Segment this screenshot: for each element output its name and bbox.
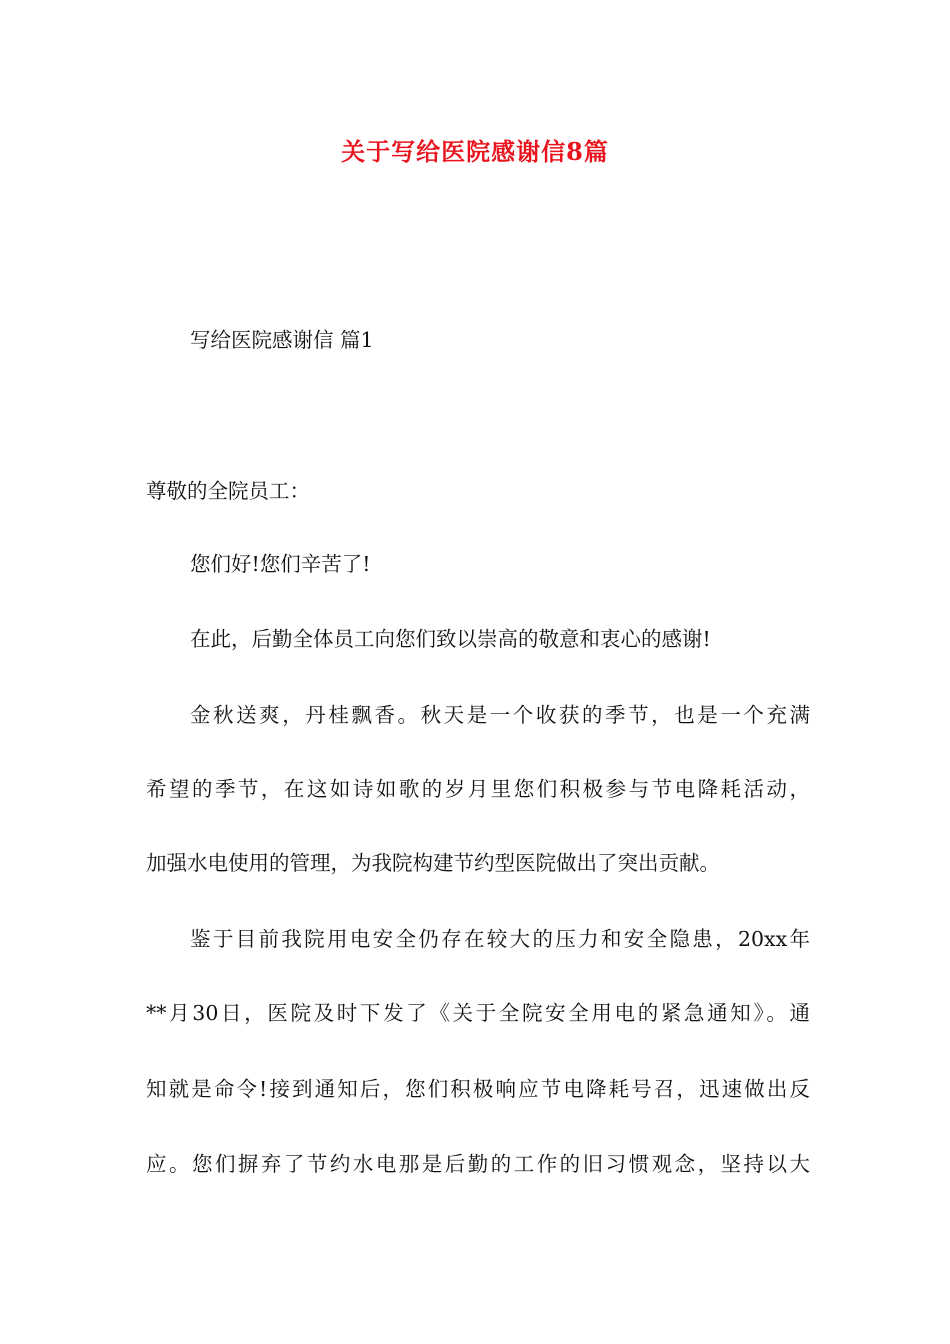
body-line-7: **月30日，医院及时下发了《关于全院安全用电的紧急通知》。通	[146, 1001, 810, 1025]
body-line-1: 您们好!您们辛苦了!	[190, 552, 371, 576]
document-title: 关于写给医院感谢信8篇	[341, 137, 609, 166]
body-line-4: 希望的季节，在这如诗如歌的岁月里您们积极参与节电降耗活动，	[146, 777, 810, 801]
body-line-8: 知就是命令!接到通知后，您们积极响应节电降耗号召，迅速做出反	[146, 1077, 810, 1101]
body-line-3: 金秋送爽，丹桂飘香。秋天是一个收获的季节，也是一个充满	[190, 703, 810, 727]
body-line-6: 鉴于目前我院用电安全仍存在较大的压力和安全隐患，20xx年	[190, 927, 810, 951]
body-line-2: 在此，后勤全体员工向您们致以崇高的敬意和衷心的感谢!	[190, 627, 711, 651]
body-line-5: 加强水电使用的管理，为我院构建节约型医院做出了突出贡献。	[146, 851, 720, 875]
section-heading: 写给医院感谢信 篇1	[190, 328, 374, 352]
body-line-9: 应。您们摒弃了节约水电那是后勤的工作的旧习惯观念，坚持以大	[146, 1152, 810, 1176]
salutation: 尊敬的全院员工：	[146, 479, 310, 503]
